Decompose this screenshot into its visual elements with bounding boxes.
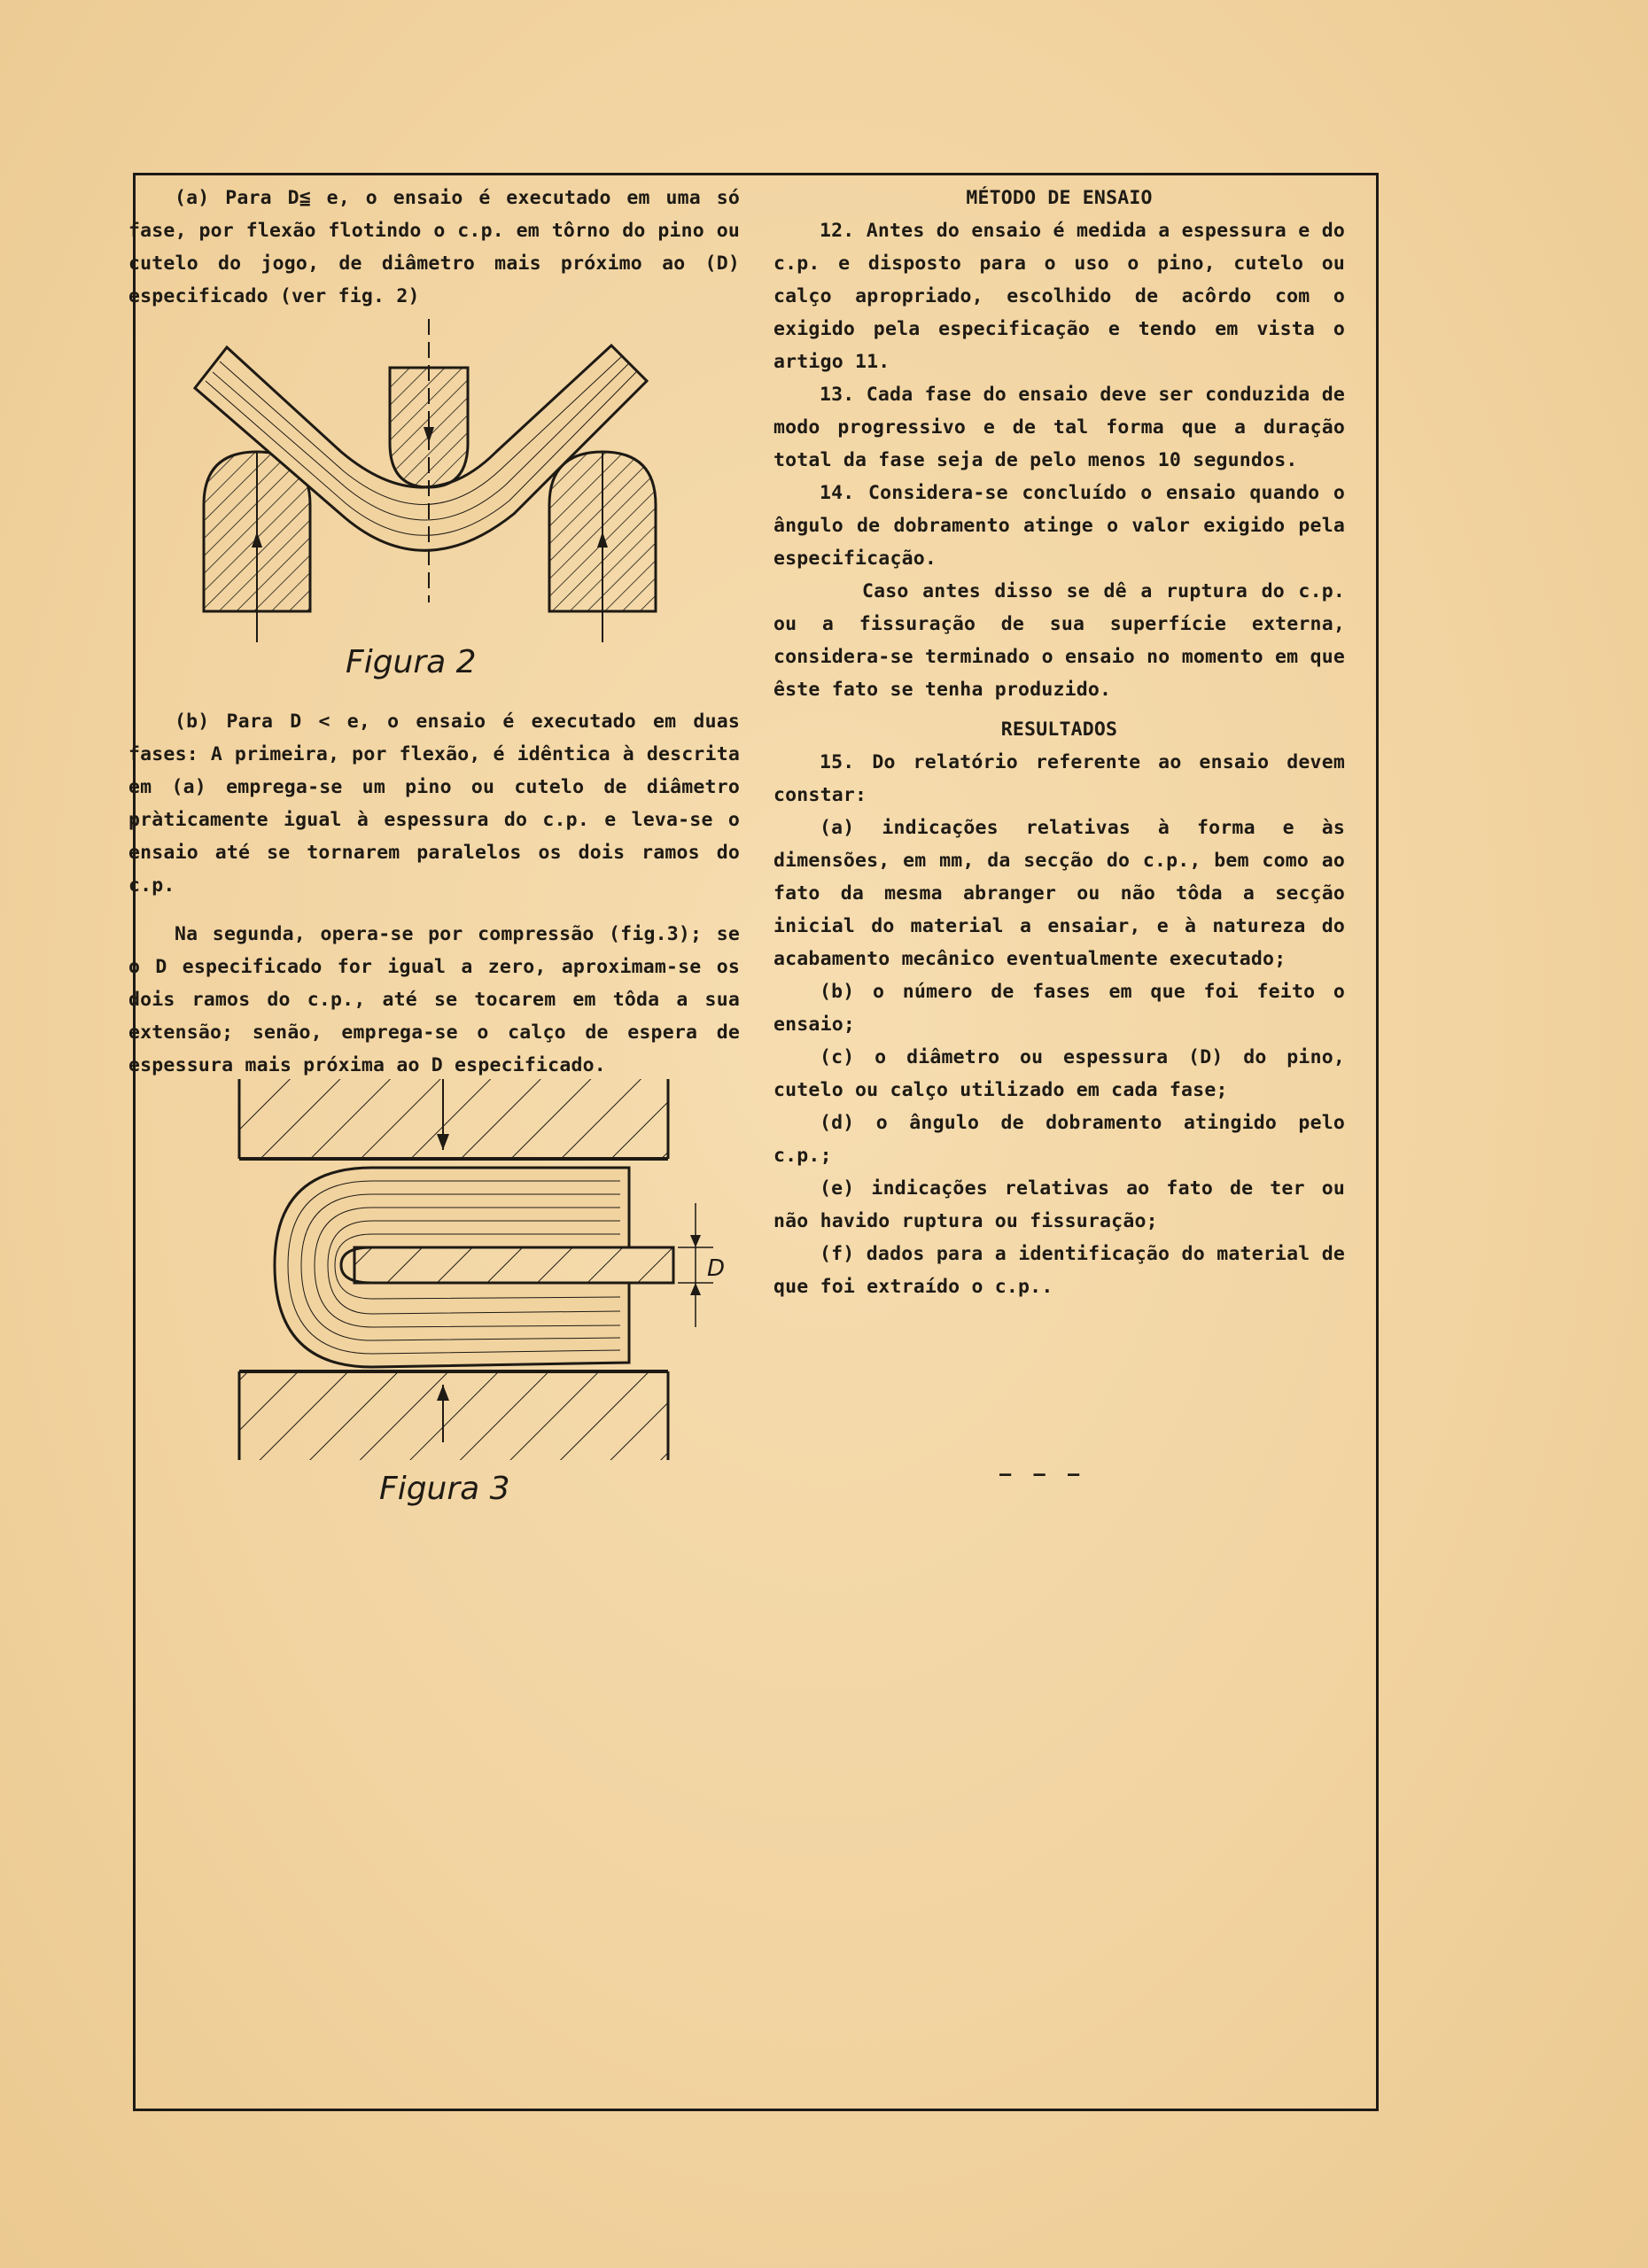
end-mark: — — — (999, 1464, 1085, 1486)
heading-method: MÉTODO DE ENSAIO (966, 187, 1153, 209)
paragraph-b: (b) Para D < e, o ensaio é executado em duas fases: A primeira, por flexão, é idêntica à descrita em (a) emprega-se um pino ou cutelo de diâmetro pràticamente igual à espessura do c.p. e leva-se o ensaio até se tornarem paralelos os dois ramos do c.p. (128, 711, 740, 897)
item-d: (d) o ângulo de dobramento atingido pelo c.p.; (773, 1112, 1345, 1167)
item-c: (c) o diâmetro ou espessura (D) do pino, cutelo ou calço utilizado em cada fase; (773, 1046, 1345, 1101)
figure-2-caption: Figura 2 (346, 644, 477, 680)
left-column-top (128, 182, 740, 313)
spacer-block (354, 1247, 673, 1283)
figure-2-diagram (195, 319, 673, 647)
paragraph-a: (a) Para D≦ e, o ensaio é executado em uma só fase, por flexão flotindo o c.p. em tôrno do pino ou cutelo do jogo, de diâmetro mais próximo ao (D) especificado (ver fig. 2) (128, 187, 740, 307)
figure-3-caption: Figura 3 (379, 1471, 510, 1507)
bottom-plate (239, 1371, 668, 1460)
item-a: (a) indicações relativas à forma e às dimensões, em mm, da secção do c.p., bem como ao fato da mesma abranger ou não tôda a secção inicial do material a ensaiar, e à natureza do acabamento mecânico eventualmente executado; (773, 817, 1345, 970)
item-b: (b) o número de fases em que foi feito o ensaio; (773, 981, 1345, 1036)
right-column (773, 182, 1345, 1303)
paragraph-c: Na segunda, opera-se por compressão (fig.3); se o D especificado for igual a zero, aproximam-se os dois ramos do c.p., até se tocarem em tôda a sua extensão; senão, emprega-se o calço de espera de espessura mais próxima ao D especificado. (128, 923, 740, 1076)
paragraph-14b: Caso antes disso se dê a ruptura do c.p. ou a fissuração de sua superfície externa, considera-se terminado o ensaio no momento em que êste fato se tenha produzido. (773, 580, 1345, 701)
paragraph-13: 13. Cada fase do ensaio deve ser conduzida de modo progressivo e de tal forma que a duração total da fase seja de pelo menos 10 segundos. (773, 384, 1345, 471)
item-e: (e) indicações relativas ao fato de ter ou não havido ruptura ou fissuração; (773, 1177, 1345, 1232)
dimension-label-d: D (707, 1255, 726, 1282)
top-plate (239, 1079, 668, 1159)
left-column-middle (128, 705, 740, 1082)
paragraph-12: 12. Antes do ensaio é medida a espessura e do c.p. e disposto para o uso o pino, cutelo ou calço apropriado, escolhido de acôrdo com o exigido pela especificação e tendo em vista o artigo 11. (773, 220, 1345, 373)
paragraph-14: 14. Considera-se concluído o ensaio quando o ângulo de dobramento atinge o valor exigido pela especificação. (773, 482, 1345, 570)
item-f: (f) dados para a identificação do material de que foi extraído o c.p.. (773, 1243, 1345, 1298)
heading-results: RESULTADOS (1000, 718, 1118, 741)
paragraph-15: 15. Do relatório referente ao ensaio devem constar: (773, 751, 1345, 806)
figure-3-diagram (239, 1079, 726, 1460)
